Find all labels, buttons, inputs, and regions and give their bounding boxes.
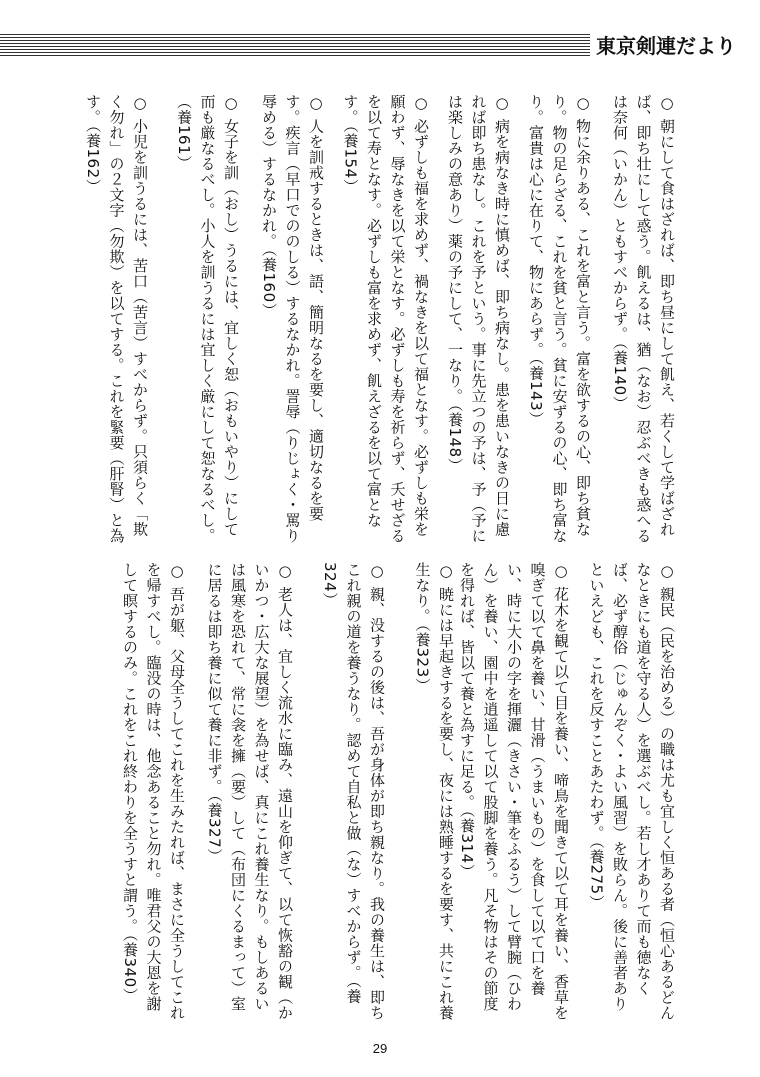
bullet-circle-icon: ○	[168, 562, 186, 581]
entry-text: 親、没するの後は、吾が身体が即ち親なり。我の養生は、即ちこれ親の道を養うなり。認めて自私と做（な）すべからず。（養324）	[321, 562, 386, 1021]
bullet-circle-icon: ○	[552, 562, 570, 581]
bullet-circle-icon: ○	[493, 94, 511, 113]
entry-text: 必ずしも福を求めず、禍なきを以て福となす。必ずしも栄を願わず、辱なきを以て栄となす。必ずしも寿を祈らず、夭せざるを以て寿となす。必ずしも富を求めず、飢えざるを以て富となす。（養154）	[341, 94, 430, 544]
bullet-circle-icon: ○	[412, 94, 430, 113]
text-entry	[81, 94, 152, 544]
text-entry	[338, 94, 432, 544]
header-rule	[0, 34, 590, 58]
entry-text: 朝にして食はざれば、即ち昼にして飢え、若くして学ばざれば、即ち壮にして惑う。飢えるは、猶（なお）忍ぶべきも惑へるは奈何（いかん）ともすべからず。（養140）	[611, 94, 676, 544]
bullet-circle-icon: ○	[131, 94, 149, 113]
text-entry	[318, 562, 389, 1022]
entry-text: 老人は、宜しく流水に臨み、遠山を仰ぎて、以て恢豁の観（かいかつ・広大な展望）を為せば、真にこれ養生なり。もしあるいは風寒を恐れて、常に衾を擁（要）して（布団にくるまって）室に居るは即ち養に似て養に非ず。（養327）	[205, 562, 294, 1021]
page-number: 29	[372, 1041, 388, 1056]
text-entry	[410, 562, 457, 1022]
bullet-circle-icon: ○	[658, 94, 676, 113]
entry-text: 病を病なき時に慎めば、即ち病なし。患を患いなきの日に慮れば即ち患なし。これを予という。事に先立つの予は、予（予には楽しみの意あり）薬の予にして、一なり。（養148）	[446, 94, 511, 544]
text-entry	[524, 94, 595, 544]
entry-text: 人を訓戒するときは、語、簡明なるを要し、適切なるを要す。疾言（早口でののしる）するなかれ。詈辱（りじょく・罵り辱める）するなかれ。（養160）	[260, 94, 325, 544]
text-entry	[443, 94, 514, 544]
entry-text: 暁には早起きするを要し、夜には熟睡するを要す、共にこれ養生なり。（養323）	[413, 562, 455, 1021]
text-entry	[172, 94, 243, 544]
bullet-circle-icon: ○	[658, 562, 676, 581]
bullet-circle-icon: ○	[276, 562, 294, 581]
text-entry	[584, 562, 678, 1022]
text-entry	[455, 562, 573, 1022]
entry-text: 女子を訓（おし）うるには、宜しく恕（おもいやり）にして而も厳なるべし。小人を訓うるには宜しく厳にして恕なるべし。（養161）	[175, 94, 240, 544]
text-entry	[608, 94, 679, 544]
entry-text: 物に余りある、これを富と言う。富を欲するの心、即ち貧なり。物の足らざる、これを貧と言う。貧に安ずるの心、即ち富なり。富貴は心に在りて、物にあらず。（養143）	[527, 94, 592, 544]
bullet-circle-icon: ○	[437, 562, 455, 581]
bullet-circle-icon: ○	[574, 94, 592, 113]
entry-text: 親民（民を治める）の職は尤も宜しく恒ある者（恒心あるどんなときにも道を守る人）を選ぶべし。若し才ありて而も徳なくば、必ず醇俗（じゅんぞく・よい風習）を敗らん。後に善者ありといえども、これを反すことあたわず。（養275）	[587, 562, 676, 1021]
text-entry	[257, 94, 328, 544]
text-entry	[118, 562, 189, 1022]
text-entry	[202, 562, 296, 1022]
bullet-circle-icon: ○	[307, 94, 325, 113]
bullet-circle-icon: ○	[368, 562, 386, 581]
entry-text: 吾が躯、父母全うしてこれを生みたれば、まさに全うしてこれを帰すべし。臨没の時は、他念あること勿れ。唯君父の大恩を謝して瞑するのみ。これをこれ終わりを全うすと謂う。（養340）	[121, 562, 186, 1021]
entry-text: 小児を訓うるには、苦口（苦言）すべからず。只須らく「欺く勿れ」の２文字（勿欺）を以てする。これを緊要（肝腎）と為す。（養162）	[84, 94, 149, 544]
page-header-title: 東京剣連だより	[596, 34, 736, 58]
bullet-circle-icon: ○	[222, 94, 240, 113]
entry-text: 花木を観て以て目を養い、啼鳥を聞きて以て耳を養い、香草を嗅ぎて以て鼻を養い、甘滑（うまいもの）を食して以て口を養い、時に大小の字を揮灑（きさい・筆をふるう）して臂腕（ひわん）を養い、園中を逍遥して以て股脚を養う。凡そ物はその節度を得れば、皆以て養と為すに足る。（養314）	[458, 562, 570, 1021]
